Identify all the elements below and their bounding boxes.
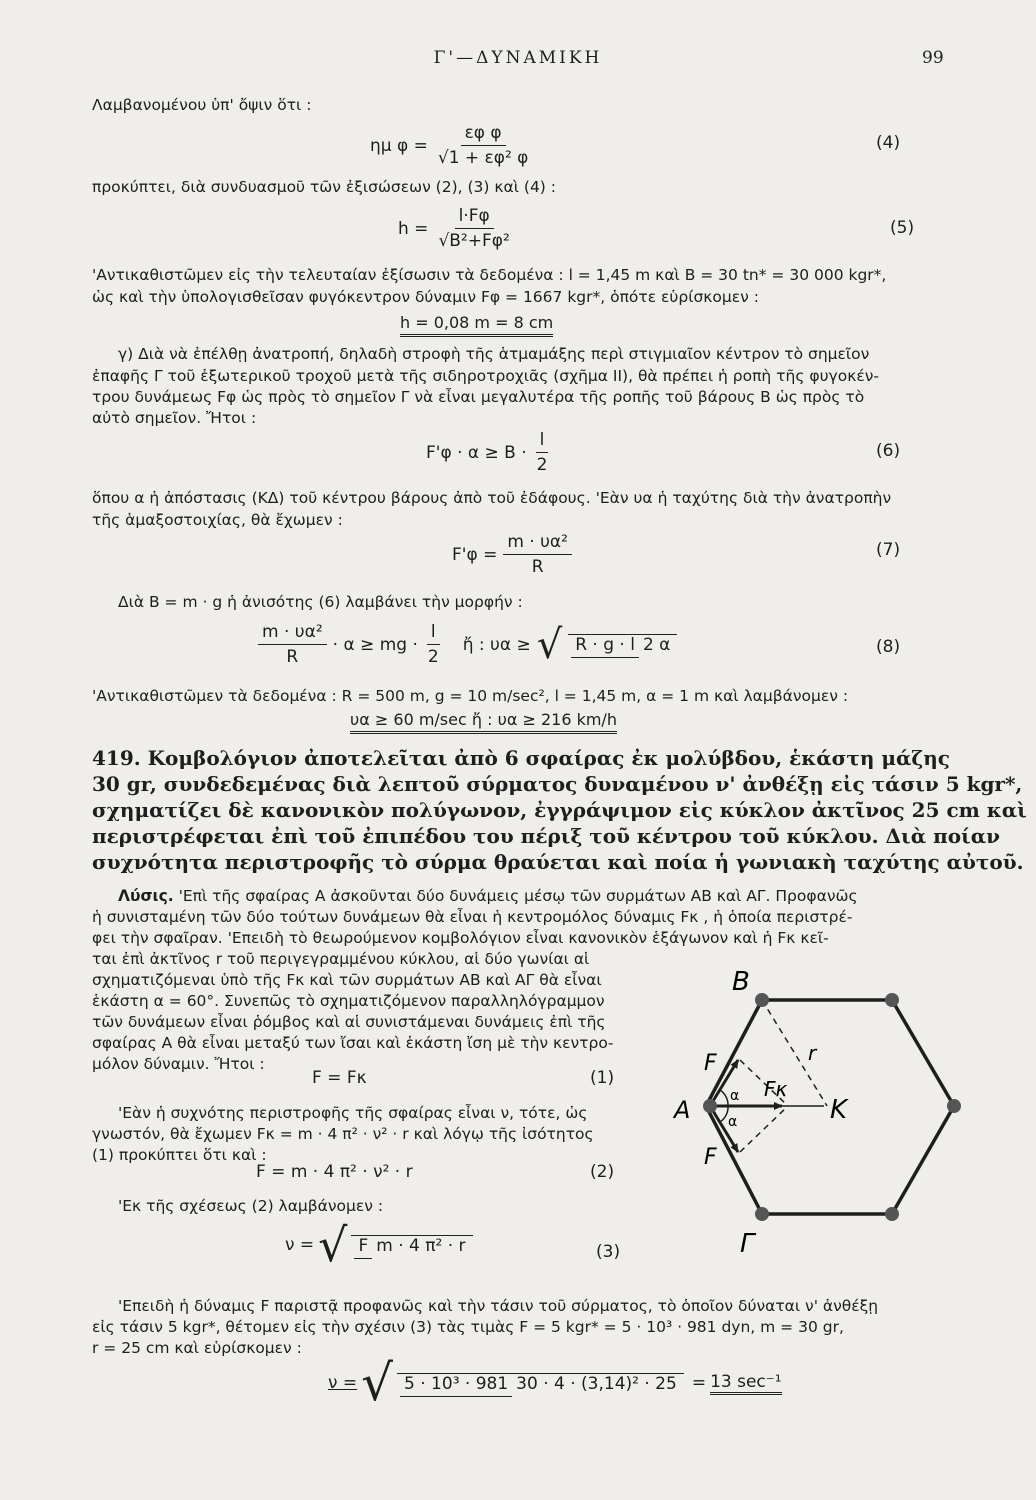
bead [885,1207,899,1221]
eq-tag: (5) [890,218,915,238]
paragraph-line: γ) Διὰ νὰ ἐπέλθῃ ἀνατροπή, δηλαδὴ στροφὴ τῆς ἁτμαμάξης περὶ στιγμιαῖον κέντρον τὸ σημεῖον [118,345,870,363]
eq-equals: = [691,1373,707,1393]
paragraph-line: ἐπαφῆς Γ τοῦ ἐξωτερικοῦ τροχοῦ μετὰ τῆς σιδηροτροχιᾶς (σχῆμα II), θὰ πρέπει ἡ ροπὴ τῆς φυγοκέν- [92,367,879,385]
result-h: h = 0,08 m = 8 cm [400,313,553,337]
eq-num: l [427,622,440,645]
eq-lhs: ν = [285,1235,315,1255]
problem-line: 30 gr, συνδεδεμένας διὰ λεπτοῦ σύρματος δυναμένου ν' ἀνθέξῃ εἰς τάσιν 5 kgr*, [92,772,1023,796]
eq-fraction [351,1235,472,1256]
paragraph-line: αὐτὸ σημεῖον. Ἤτοι : [92,409,257,427]
solution-line: (1) προκύπτει ὅτι καὶ : [92,1146,267,1164]
label-r: r [808,1041,817,1065]
eq-num: m · υα² [503,532,572,555]
eq-num: 5 · 10³ · 981 [400,1374,512,1397]
eq-num: F [354,1236,372,1259]
paragraph-line: τῆς ἁμαξοστοιχίας, θὰ ἔχωμεν : [92,511,343,529]
bead [755,993,769,1007]
equation-7 [452,532,572,577]
solution-line: εἰς τάσιν 5 kgr*, θέτομεν εἰς τὴν σχέσιν (3) τὰς τιμὰς F = 5 kgr* = 5 · 10³ · 981 dyn, m = 30 gr, [92,1318,844,1336]
eq-den: R [286,647,299,667]
label-B: B [732,967,750,997]
label-F-bottom: F [704,1145,717,1170]
bead [703,1099,717,1113]
equation-s3 [285,1218,473,1272]
eq-or: ἤ : υα ≥ [462,634,531,655]
eq-num: l·Fφ [455,206,494,229]
solution-line: μόλον δύναμιν. Ἤτοι : [92,1055,265,1073]
problem-line: 419. Κομβολόγιον ἀποτελεῖται ἀπὸ 6 σφαίρας ἐκ μολύβδου, ἑκάστη μάζης [92,746,950,770]
eq-lhs: h = [398,218,429,239]
solution-line: 'Εκ τῆς σχέσεως (2) λαμβάνομεν : [118,1197,384,1215]
bead [755,1207,769,1221]
solution-line: σχηματιζόμεναι ὑπὸ τῆς Fκ καὶ τῶν συρμάτων ΑΒ καὶ ΑΓ θὰ εἶναι [92,971,602,989]
eq-tag: (2) [590,1162,615,1182]
eq-lhs: F'φ = [452,544,498,565]
paragraph-line: ὡς καὶ τὴν ὑπολογισθεῖσαν φυγόκεντρον δύναμιν Fφ = 1667 kgr*, ὁπότε εὑρίσκομεν : [92,288,759,306]
solution-line: ἡ συνισταμένη τῶν δύο τούτων δυνάμεων θὰ εἶναι ἡ κεντρομόλος δύναμις Fκ , ἡ ὁποία περιστρέ- [92,908,853,926]
label-G: Γ [740,1229,755,1259]
eq-den: m · 4 π² · r [376,1235,466,1256]
bead [885,993,899,1007]
eq-den: 30 · 4 · (3,14)² · 25 [516,1373,677,1394]
paragraph-line: τρου δυνάμεως Fφ ὡς πρὸς τὸ σημεῖον Γ νὰ εἶναι μεγαλυτέρα τῆς ροπῆς τοῦ βάρους B ὡς πρὸς τὸ [92,388,865,406]
solution-line: σφαίρας Α θὰ εἶναι μεταξύ των ἴσαι καὶ ἑκάστη ἴση μὲ τὴν κεντρο- [92,1034,614,1052]
eq-fraction [258,622,327,667]
eq-num: R · g · l [571,635,639,658]
paragraph: Λαμβανομένου ὑπ' ὄψιν ὅτι : [92,96,312,114]
problem-line: συχνότητα περιστροφῆς τὸ σύρμα θραύεται καὶ ποία ἡ γωνιακὴ ταχύτης αὐτοῦ. [92,850,1024,874]
sqrt-sign: √ [361,1354,394,1412]
eq-fraction [424,622,443,667]
solution-line [118,886,858,907]
eq-den: √B²+Fφ² [438,231,510,251]
paragraph: 'Αντικαθιστῶμεν τὰ δεδομένα : R = 500 m, g = 10 m/sec², l = 1,45 m, α = 1 m καὶ λαμβάνομεν : [92,687,849,705]
eq-middle: · α ≥ mg · [332,634,418,655]
label-F-top: F [704,1051,717,1076]
label-alpha: α [730,1088,740,1104]
angle-arc [720,1106,728,1122]
solution-line: ται ἐπὶ ἀκτῖνος r τοῦ περιγεγραμμένου κύκλου, αἱ δύο γωνίαι αἱ [92,950,590,968]
paragraph: προκύπτει, διὰ συνδυασμοῦ τῶν ἐξισώσεων (2), (3) καὶ (4) : [92,178,557,196]
equation-s2: F = m · 4 π² · ν² · r [256,1162,413,1182]
hexagon-diagram [670,960,990,1260]
eq-tag: (8) [876,637,901,657]
eq-den: √1 + εφ² φ [437,148,529,168]
solution-line: ἑκάστη α = 60°. Συνεπῶς τὸ σχηματιζόμενον παραλληλόγραμμον [92,992,605,1010]
sqrt-sign: √ [536,621,563,668]
equation-6 [426,430,551,475]
eq-fraction [568,634,677,655]
solution-line: τῶν δυνάμεων εἶναι ῥόμβος καὶ αἱ συνιστάμεναι δυνάμεις ἐπὶ τῆς [92,1013,606,1031]
eq-fraction [533,430,552,475]
equation-8 [258,622,677,667]
eq-den: 2 α [642,635,671,655]
eq-den: R [531,557,544,577]
label-A: A [674,1096,691,1124]
eq-tag: (4) [876,133,901,153]
eq-result: 13 sec⁻¹ [710,1372,782,1395]
solution-line: φει τὴν σφαῖραν. 'Επειδὴ τὸ θεωρούμενον κομβολόγιον εἶναι κανονικὸν ἑξάγωνον καὶ ἡ Fκ κεῖ- [92,929,829,947]
eq-fraction [434,206,513,251]
equation-5 [398,206,514,251]
eq-num: εφ φ [461,123,506,146]
paragraph-line: 'Αντικαθιστῶμεν εἰς τὴν τελευταίαν ἐξίσωσιν τὰ δεδομένα : l = 1,45 m καὶ B = 30 tn* = 30 000 kgr*, [92,266,887,284]
eq-fraction [397,1373,684,1394]
equation-s1: F = Fκ [312,1068,367,1088]
equation-4 [370,123,532,168]
problem-line: σχηματίζει δὲ κανονικὸν πολύγωνον, ἐγγράψιμον εἰς κύκλον ἀκτῖνος 25 cm καὶ [92,798,1027,822]
problem-line: περιστρέφεται ἐπὶ τοῦ ἐπιπέδου του πέριξ τοῦ κέντρου τοῦ κύκλου. Διὰ ποίαν [92,824,1000,848]
page-number: 99 [922,48,944,68]
result-v: υα ≥ 60 m/sec ἤ : υα ≥ 216 km/h [350,710,617,734]
eq-tag: (7) [876,540,901,560]
label-Fk: Fκ [764,1077,788,1101]
solution-line: 'Εὰν ἡ συχνότης περιστροφῆς τῆς σφαίρας εἶναι ν, τότε, ὡς [118,1104,588,1122]
sqrt-sign: √ [318,1218,348,1272]
equation-final [328,1354,782,1412]
solution-line: γνωστόν, θὰ ἔχωμεν Fκ = m · 4 π² · ν² · r καὶ λόγῳ τῆς ἰσότητος [92,1125,594,1143]
eq-lhs: F'φ · α ≥ B · [426,442,527,463]
eq-tag: (6) [876,441,901,461]
eq-lhs: ημ φ = [370,135,428,156]
eq-num: l [536,430,549,453]
fk-dashed [740,1106,788,1152]
angle-arc [720,1090,728,1106]
label-alpha: α [728,1114,738,1130]
solution-line: r = 25 cm καὶ εὑρίσκομεν : [92,1339,302,1357]
running-header: Γ'—ΔΥΝΑΜΙΚΗ [433,48,603,68]
solution-text: 'Επὶ τῆς σφαίρας Α ἀσκοῦνται δύο δυνάμεις μέσῳ τῶν συρμάτων ΑΒ καὶ ΑΓ. Προφανῶς [173,887,858,905]
bead [947,1099,961,1113]
label-K: K [830,1095,848,1125]
paragraph-line: ὅπου α ἡ ἀπόστασις (ΚΔ) τοῦ κέντρου βάρους ἀπὸ τοῦ ἐδάφους. 'Εὰν υα ἡ ταχύτης διὰ τὴν ἀνατροπὴν [92,489,892,507]
eq-den: 2 [536,455,548,475]
eq-num: m · υα² [258,622,327,645]
eq-fraction [503,532,572,577]
solution-line: 'Επειδὴ ἡ δύναμις F παριστᾷ προφανῶς καὶ τὴν τάσιν τοῦ σύρματος, τὸ ὁποῖον δύναται ν' ἀνθέξῃ [118,1297,879,1315]
solution-lead: Λύσις. [118,887,174,905]
eq-tag: (1) [590,1068,615,1088]
eq-den: 2 [427,647,439,667]
eq-lhs: ν = [328,1373,358,1393]
eq-tag: (3) [596,1242,621,1262]
eq-fraction [434,123,533,168]
paragraph: Διὰ B = m · g ἡ ἀνισότης (6) λαμβάνει τὴν μορφήν : [118,593,523,611]
